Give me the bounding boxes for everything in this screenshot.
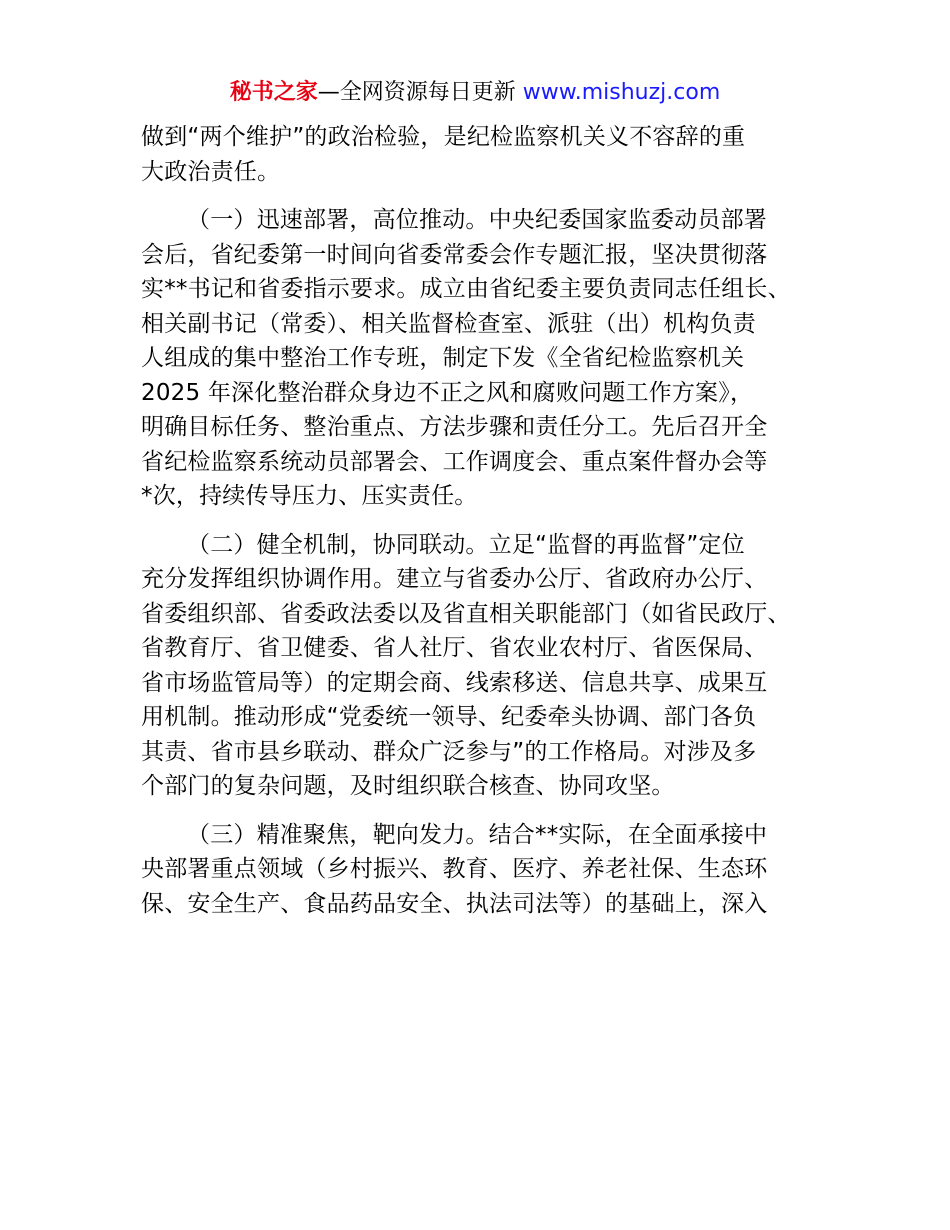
- paragraph-section-2: [141, 528, 831, 804]
- text-line: 实**书记和省委指示要求。成立由省纪委主要负责同志任组长、: [141, 276, 791, 302]
- brand-name: 秘书之家: [229, 80, 318, 105]
- text-line: （三）精准聚焦，靶向发力。结合**实际，在全面承接中: [187, 821, 768, 848]
- text-line: 明确目标任务、整治重点、方法步骤和责任分工。先后召开全: [141, 414, 768, 440]
- text-line: 充分发挥组织协调作用。建立与省委办公厅、省政府办公厅、: [141, 566, 768, 592]
- text-line: *次，持续传导压力、压实责任。: [141, 483, 478, 509]
- text-line: 央部署重点领域（乡村振兴、教育、医疗、养老社保、生态环: [141, 856, 768, 882]
- header-slogan: —全网资源每日更新: [317, 80, 516, 105]
- paragraph-section-1: [141, 203, 831, 514]
- text-line: 其责、省市县乡联动、群众广泛参与”的工作格局。对涉及多: [141, 738, 757, 765]
- text-line: 保、安全生产、食品药品安全、执法司法等）的基础上，深入: [141, 890, 768, 917]
- text-line: 大政治责任。: [141, 158, 281, 185]
- site-url-link[interactable]: www.mishuzj.com: [522, 80, 721, 105]
- text-line: 做到“两个维护”的政治检验，是纪检监察机关义不容辞的重: [141, 124, 746, 150]
- text-line: 省委组织部、省委政法委以及省直相关职能部门（如省民政厅、: [141, 600, 791, 627]
- text-line: （一）迅速部署，高位推动。中央纪委国家监委动员部署: [187, 207, 767, 233]
- paragraph-intro-continuation: [141, 120, 831, 189]
- text-line: 人组成的集中整治工作专班，制定下发《全省纪检监察机关: [141, 345, 745, 371]
- text-line: （二）健全机制，协同联动。立足“监督的再监督”定位: [187, 531, 745, 558]
- document-body: [141, 120, 831, 935]
- text-line: 会后，省纪委第一时间向省委常委会作专题汇报，坚决贯彻落: [141, 241, 768, 268]
- text-line: 个部门的复杂问题，及时组织联合核查、协同攻坚。: [141, 773, 675, 799]
- site-header: [0, 78, 950, 108]
- text-line: 省市场监管局等）的定期会商、线索移送、信息共享、成果互: [141, 669, 768, 696]
- text-line: 用机制。推动形成“党委统一领导、纪委牵头协调、部门各负: [141, 704, 757, 730]
- paragraph-section-3: [141, 818, 831, 922]
- text-line: 省纪检监察系统动员部署会、工作调度会、重点案件督办会等: [141, 448, 768, 475]
- text-line: 2025 年深化整治群众身边不正之风和腐败问题工作方案》，: [141, 379, 754, 406]
- text-line: 相关副书记（常委）、相关监督检查室、派驻（出）机构负责: [141, 310, 756, 337]
- text-line: 省教育厅、省卫健委、省人社厅、省农业农村厅、省医保局、: [141, 635, 768, 661]
